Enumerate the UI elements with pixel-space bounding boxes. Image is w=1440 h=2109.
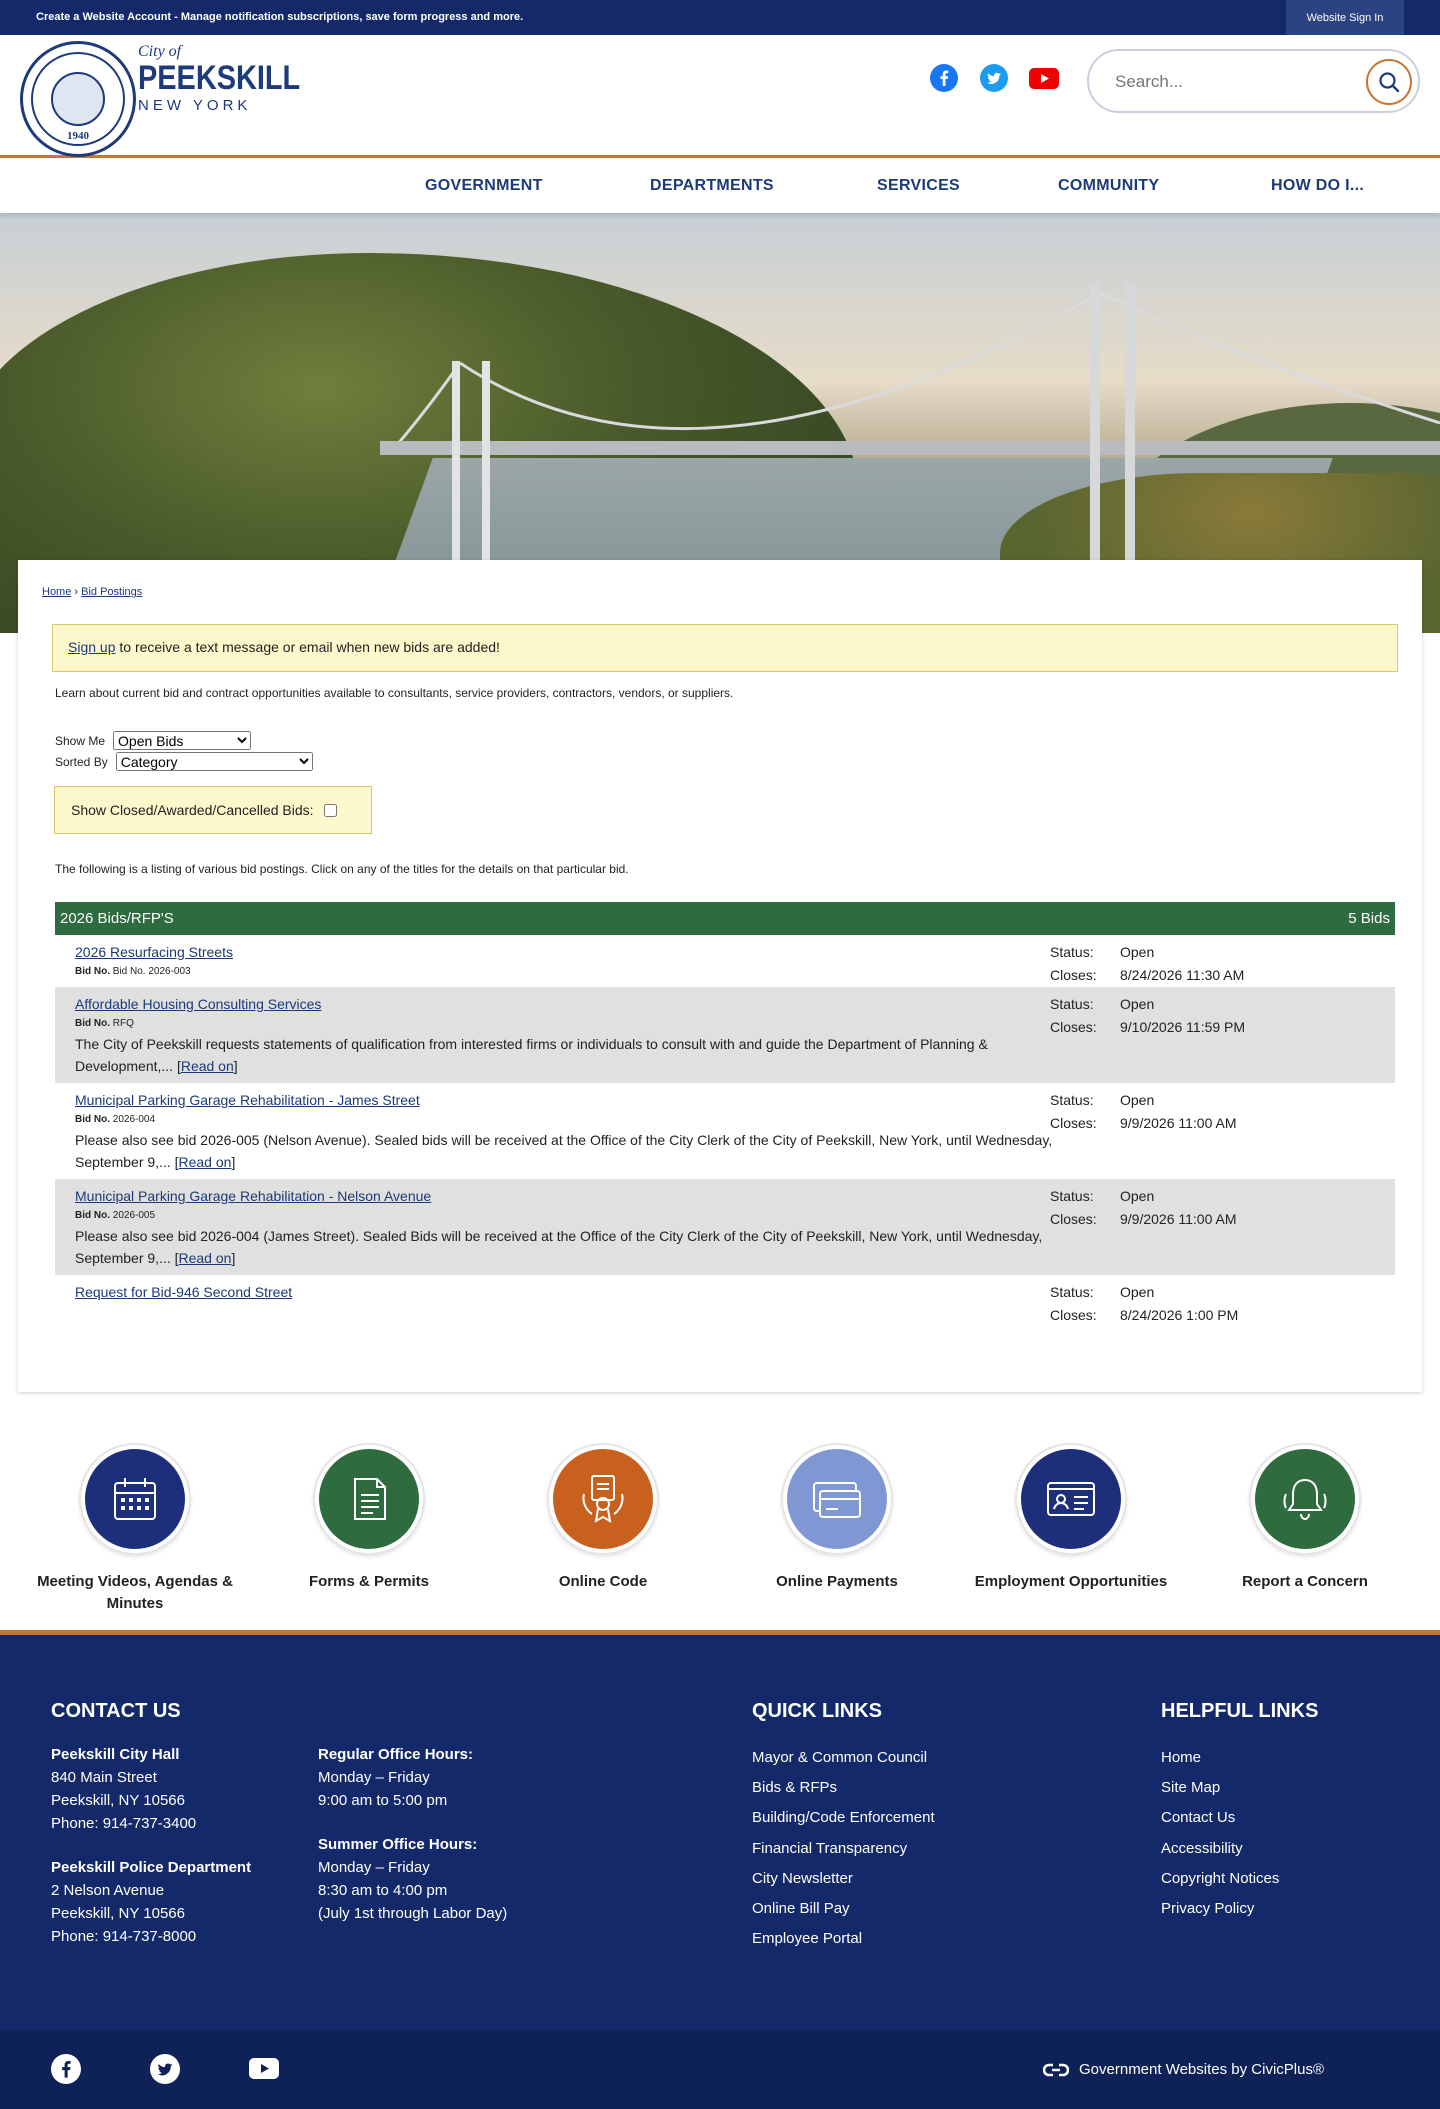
summer-hours-note: (July 1st through Labor Day) — [318, 1905, 508, 1922]
quick-link-label: Employment Opportunities — [974, 1573, 1168, 1590]
sorted-by-label: Sorted By — [55, 754, 108, 769]
bid-description-text: The City of Peekskill requests statements of qualification from interested firms or individuals to consult with and guide the Department of Planning & Development,... — [75, 1036, 988, 1074]
bid-number-label: Bid No. — [75, 1210, 110, 1221]
bid-number-label: Bid No. — [75, 1018, 110, 1029]
id-card-icon — [1044, 1475, 1098, 1523]
bid-row — [55, 1275, 1395, 1331]
search-button[interactable] — [1366, 59, 1412, 105]
summer-hours-title: Summer Office Hours: — [318, 1836, 478, 1853]
quick-link-label: Online Code — [558, 1573, 648, 1590]
closes-value: 9/10/2026 11:59 PM — [1120, 1019, 1246, 1035]
bid-description: Please also see bid 2026-004 (James Street). Sealed Bids will be received at the Office of the City Clerk of the City of Peekskill, New York, until Wednesday, September 9,... [Read on] — [75, 1228, 1043, 1266]
footer-link[interactable]: Site Map — [1161, 1779, 1221, 1797]
quick-link-online-code[interactable] — [493, 1445, 713, 1593]
bid-status — [1050, 1089, 1237, 1135]
facebook-icon[interactable] — [51, 2054, 81, 2089]
bid-filters — [55, 730, 313, 772]
closes-value: 8/24/2026 11:30 AM — [1120, 967, 1245, 983]
top-utility-bar — [0, 0, 1440, 35]
show-me-label: Show Me — [55, 733, 106, 748]
status-label: Status: — [1050, 1284, 1094, 1300]
status-label: Status: — [1050, 944, 1094, 960]
website-sign-in-button[interactable]: Website Sign In — [1286, 0, 1404, 35]
footer-link[interactable]: Copyright Notices — [1161, 1869, 1280, 1887]
nav-government[interactable]: GOVERNMENT — [425, 177, 543, 194]
quick-links-list — [752, 1743, 935, 1954]
show-closed-checkbox[interactable] — [324, 804, 337, 817]
bid-group-title: 2026 Bids/RFP'S — [60, 910, 174, 927]
seal-year: 1940 — [67, 130, 89, 142]
bid-status — [1050, 941, 1244, 987]
bell-icon — [1278, 1474, 1332, 1524]
footer-link[interactable]: Privacy Policy — [1161, 1900, 1255, 1918]
footer-bottom-bar — [0, 2030, 1440, 2109]
bid-postings-card — [18, 560, 1422, 1392]
quick-link-circle — [549, 1445, 657, 1553]
quick-link-circle — [315, 1445, 423, 1553]
helpful-links-list — [1161, 1743, 1279, 1924]
bid-number-label: Bid No. — [75, 1114, 110, 1125]
bid-number-value: 2026-004 — [112, 1114, 156, 1125]
footer-link[interactable]: Mayor & Common Council — [752, 1749, 928, 1766]
calendar-icon — [111, 1475, 159, 1523]
bid-title-link[interactable]: Municipal Parking Garage Rehabilitation - James Street — [75, 1092, 420, 1108]
document-icon — [345, 1475, 393, 1523]
create-account-link[interactable]: Create a Website Account - Manage notification subscriptions, save form progress and more. — [36, 11, 524, 23]
bid-row — [55, 987, 1395, 1083]
site-header — [0, 35, 1440, 158]
bid-row — [55, 1083, 1395, 1179]
nav-services[interactable]: SERVICES — [877, 177, 961, 194]
logo-city-of: City of — [138, 43, 182, 60]
closes-label: Closes: — [1050, 1115, 1097, 1131]
city-hall-name: Peekskill City Hall — [51, 1746, 180, 1763]
logo-state: NEW YORK — [138, 97, 252, 114]
police-phone: Phone: 914-737-8000 — [51, 1928, 197, 1945]
status-label: Status: — [1050, 1092, 1094, 1108]
summer-hours-days: Monday – Friday — [318, 1859, 430, 1876]
closes-label: Closes: — [1050, 1019, 1097, 1035]
closes-value: 8/24/2026 1:00 PM — [1120, 1307, 1239, 1323]
helpful-links-heading: HELPFUL LINKS — [1161, 1700, 1319, 1722]
bid-number-value: Bid No. 2026-003 — [112, 966, 191, 977]
footer-link[interactable]: City Newsletter — [752, 1869, 853, 1887]
bid-description-text: Please also see bid 2026-005 (Nelson Avenue). Sealed bids will be received at the Office of the City Clerk of the City of Peekskill, New York, until Wednesday, September 9,... — [75, 1132, 1053, 1170]
regular-hours-time: 9:00 am to 5:00 pm — [318, 1792, 448, 1809]
site-footer — [0, 1630, 1440, 2030]
bid-description-text: Please also see bid 2026-004 (James Street). Sealed Bids will be received at the Office of the City Clerk of the City of Peekskill, New York, until Wednesday, September 9,... — [75, 1228, 1043, 1266]
bid-number-label: Bid No. — [75, 966, 110, 977]
summer-hours-time: 8:30 am to 4:00 pm — [318, 1882, 448, 1899]
bid-number-value: RFQ — [112, 1018, 134, 1029]
signup-alert — [52, 624, 1398, 672]
closes-label: Closes: — [1050, 1307, 1097, 1323]
quick-link-report-concern[interactable] — [1195, 1445, 1415, 1593]
intro-text: Learn about current bid and contract opportunities available to consultants, service providers, contractors, vendors, or suppliers. — [55, 686, 734, 700]
civicplus-credit[interactable] — [1043, 2061, 1324, 2078]
quick-link-circle — [81, 1445, 189, 1553]
footer-link[interactable]: Bids & RFPs — [752, 1779, 838, 1797]
bid-status — [1050, 993, 1245, 1039]
logo-city-name: PEEKSKILL — [138, 59, 301, 97]
youtube-icon[interactable] — [249, 2058, 279, 2084]
footer-link[interactable]: Home — [1161, 1749, 1202, 1766]
sorted-by-select[interactable] — [116, 752, 313, 771]
bid-row — [55, 935, 1395, 987]
bid-group-count: 5 Bids — [1348, 910, 1390, 927]
bid-title-link[interactable]: Municipal Parking Garage Rehabilitation - Nelson Avenue — [75, 1188, 432, 1204]
youtube-icon[interactable] — [1029, 68, 1059, 89]
read-on-link[interactable]: Read on — [178, 1154, 232, 1170]
twitter-icon[interactable] — [980, 64, 1008, 92]
read-on-link[interactable]: Read on — [180, 1058, 234, 1074]
show-me-select[interactable] — [113, 731, 251, 750]
nav-departments[interactable]: DEPARTMENTS — [650, 177, 774, 194]
signup-alert-text: to receive a text message or email when new bids are added! — [115, 639, 500, 655]
nav-how-do-i[interactable]: HOW DO I... — [1271, 177, 1365, 194]
bid-list — [55, 902, 1395, 1331]
seal-center — [51, 72, 105, 126]
city-logo-text[interactable] — [138, 43, 329, 114]
quick-link-label: Forms & Permits — [308, 1573, 430, 1590]
breadcrumb-home[interactable]: Home — [42, 586, 72, 598]
regular-hours-title: Regular Office Hours: — [318, 1746, 474, 1763]
quick-link-meetings[interactable] — [25, 1445, 245, 1615]
status-value: Open — [1120, 944, 1155, 960]
bid-status — [1050, 1185, 1237, 1231]
bid-group-header — [55, 902, 1395, 935]
site-search — [1087, 49, 1420, 113]
bid-description: The City of Peekskill requests statements of qualification from interested firms or individuals to consult with and guide the Department of Planning & Development,... [Read on] — [75, 1036, 988, 1074]
search-icon — [1378, 71, 1400, 93]
status-value: Open — [1120, 1284, 1155, 1300]
quick-link-label: Report a Concern — [1242, 1573, 1368, 1590]
show-closed-label: Show Closed/Awarded/Cancelled Bids: — [71, 802, 314, 818]
city-hall-address: 840 Main Street — [51, 1769, 157, 1786]
listing-note: The following is a listing of various bid postings. Click on any of the titles for the details on that particular bid. — [55, 862, 629, 876]
bid-number-value: 2026-005 — [112, 1210, 156, 1221]
civicplus-credit-text: Government Websites by CivicPlus® — [1079, 2061, 1325, 2078]
quick-link-employment[interactable] — [961, 1445, 1181, 1593]
quick-link-label: Meeting Videos, Agendas & Minutes — [37, 1573, 233, 1612]
city-hall-city: Peekskill, NY 10566 — [51, 1792, 185, 1809]
twitter-icon[interactable] — [150, 2054, 180, 2089]
police-name: Peekskill Police Department — [51, 1859, 252, 1876]
spacer — [51, 1835, 251, 1856]
signup-link[interactable]: Sign up — [68, 639, 116, 655]
certificate-icon — [576, 1472, 630, 1526]
footer-link[interactable]: Online Bill Pay — [752, 1900, 850, 1918]
police-city: Peekskill, NY 10566 — [51, 1905, 185, 1922]
bid-title-link[interactable]: Request for Bid-946 Second Street — [75, 1284, 293, 1300]
quick-link-circle — [783, 1445, 891, 1553]
contact-addresses — [51, 1743, 251, 1948]
search-input[interactable] — [1115, 69, 1345, 95]
office-hours — [318, 1743, 507, 1925]
contact-us-heading: CONTACT US — [51, 1700, 181, 1722]
read-on-link[interactable]: Read on — [178, 1250, 232, 1266]
quick-link-circle — [1017, 1445, 1125, 1553]
bid-status — [1050, 1281, 1238, 1327]
footer-link[interactable]: Financial Transparency — [752, 1839, 908, 1857]
quick-link-online-payments[interactable] — [727, 1445, 947, 1593]
footer-link[interactable]: Contact Us — [1161, 1809, 1236, 1827]
footer-link[interactable]: Employee Portal — [752, 1930, 863, 1948]
quick-links-heading: QUICK LINKS — [752, 1700, 882, 1722]
quick-link-circle — [1251, 1445, 1359, 1553]
show-closed-box — [54, 786, 372, 834]
bid-title-link[interactable]: Affordable Housing Consulting Services — [75, 996, 322, 1012]
closes-value: 9/9/2026 11:00 AM — [1120, 1115, 1237, 1131]
spacer — [318, 1812, 507, 1833]
bid-row — [55, 1179, 1395, 1275]
footer-link[interactable]: Building/Code Enforcement — [752, 1809, 935, 1827]
civicplus-logo-icon — [1043, 2063, 1069, 2077]
quick-link-forms[interactable] — [259, 1445, 479, 1593]
credit-card-icon — [810, 1475, 864, 1523]
status-value: Open — [1120, 1188, 1155, 1204]
nav-community[interactable]: COMMUNITY — [1058, 177, 1160, 194]
footer-link[interactable]: Accessibility — [1161, 1839, 1243, 1857]
status-label: Status: — [1050, 1188, 1094, 1204]
closes-value: 9/9/2026 11:00 AM — [1120, 1211, 1237, 1227]
status-value: Open — [1120, 996, 1155, 1012]
bid-title-link[interactable]: 2026 Resurfacing Streets — [75, 944, 233, 960]
closes-label: Closes: — [1050, 967, 1097, 983]
breadcrumb-current[interactable]: Bid Postings — [81, 586, 143, 598]
police-address: 2 Nelson Avenue — [51, 1882, 165, 1899]
city-hall-phone: Phone: 914-737-3400 — [51, 1815, 197, 1832]
bid-description: Please also see bid 2026-005 (Nelson Avenue). Sealed bids will be received at the Office of the City Clerk of the City of Peekskill, New York, until Wednesday, September 9,... [Read on] — [75, 1132, 1053, 1170]
breadcrumb: Home › Bid Postings — [42, 586, 143, 598]
regular-hours-days: Monday – Friday — [318, 1769, 430, 1786]
quick-link-label: Online Payments — [776, 1573, 898, 1590]
closes-label: Closes: — [1050, 1211, 1097, 1227]
status-value: Open — [1120, 1092, 1155, 1108]
city-seal-logo[interactable] — [20, 41, 136, 157]
main-navigation — [0, 158, 1440, 213]
facebook-icon[interactable] — [930, 64, 958, 92]
status-label: Status: — [1050, 996, 1094, 1012]
